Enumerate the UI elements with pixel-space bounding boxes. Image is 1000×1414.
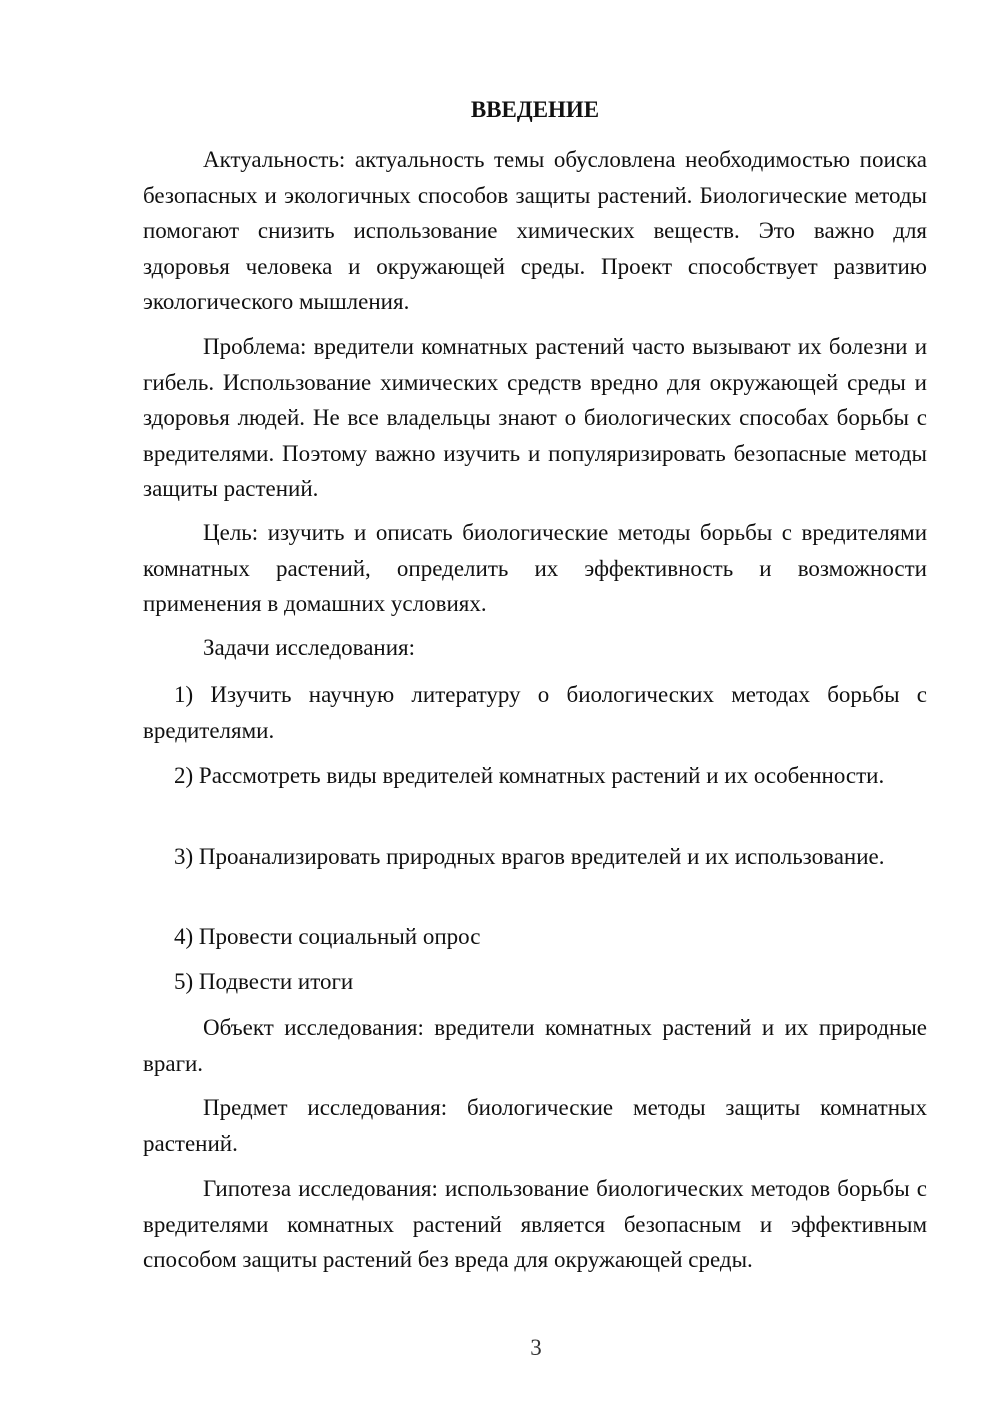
page-title: ВВЕДЕНИЕ	[470, 97, 600, 122]
task-item-1: 1) Изучить научную литературу о биологических методах борьбы с вредителями.	[143, 682, 927, 743]
paragraph-goal: Цель: изучить и описать биологические методы борьбы с вредителями комнатных растений, определить их эффективность и возможности применения в домашних условиях.	[143, 520, 927, 616]
task-item-5: 5) Подвести итоги	[174, 969, 354, 994]
paragraph-problem: Проблема: вредители комнатных растений часто вызывают их болезни и гибель. Использование химических средств вредно для окружающей среды и здоровья людей. Не все владельцы знают о биологических способах борьбы с вредителями. Поэтому важно изучить и популяризировать безопасные методы защиты растений.	[143, 334, 927, 501]
task-item-2: 2) Рассмотреть виды вредителей комнатных растений и их особенности.	[174, 763, 885, 788]
page-number: 3	[530, 1335, 542, 1360]
paragraph-object: Объект исследования: вредители комнатных растений и их природные враги.	[143, 1015, 927, 1076]
paragraph-hypothesis: Гипотеза исследования: использование биологических методов борьбы с вредителями комнатных растений является безопасным и эффективным способом защиты растений без вреда для окружающей среды.	[143, 1176, 927, 1272]
paragraph-relevance: Актуальность: актуальность темы обусловлена необходимостью поиска безопасных и экологичных способов защиты растений. Биологические методы помогают снизить использование химических веществ. Это важно для здоровья человека и окружающей среды. Проект способствует развитию экологического мышления.	[143, 147, 927, 314]
paragraph-subject: Предмет исследования: биологические методы защиты комнатных растений.	[143, 1095, 927, 1156]
tasks-heading: Задачи исследования:	[203, 635, 416, 660]
task-item-4: 4) Провести социальный опрос	[174, 924, 481, 949]
task-item-3: 3) Проанализировать природных врагов вредителей и их использование.	[174, 844, 885, 869]
